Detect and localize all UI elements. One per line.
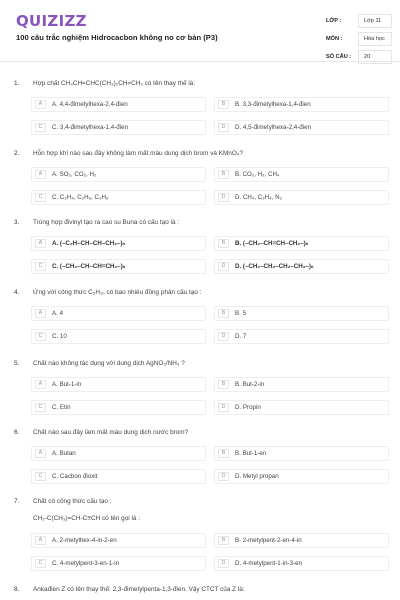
meta-count-value: 20 [358,50,392,64]
option-text: B. (–CH₂–CH=CH–CH₂–)ₙ [235,240,309,247]
option-d[interactable] [214,329,389,344]
question-number: 2. [14,150,20,157]
option-text: A. 2-metylhex-4-in-2-en [52,537,117,544]
option-letter: C [35,403,46,412]
option-c[interactable] [31,329,206,344]
option-a[interactable] [31,377,206,392]
question-number: 7. [14,498,20,505]
option-letter: D [218,559,229,568]
option-letter: B [218,170,229,179]
option-letter: A [35,100,46,109]
question-text: Ankađien Z có tên thay thế: 2,3-đimetylpenta-1,3-đien. Vậy CTCT của Z là: [33,586,245,593]
quiz-title: 100 câu trắc nghiệm Hidrocacbon không no cơ bản (P3) [16,33,218,42]
option-a[interactable] [31,236,206,251]
question-text: Ứng với công thức C₅H₁₀ có bao nhiêu đồng phân cấu tạo : [33,289,202,296]
question-number: 8. [14,586,20,593]
option-text: C. 10 [52,333,67,340]
option-letter: A [35,239,46,248]
question-number: 4. [14,289,20,296]
header-divider [0,61,400,62]
option-a[interactable] [31,97,206,112]
option-letter: C [35,472,46,481]
meta-subject-value: Hóa học [358,32,392,46]
quiz-meta [318,12,392,66]
option-text: D. (–CH₂–CH₂–CH₂–CH₂–)ₙ [235,263,314,270]
option-letter: A [35,449,46,458]
option-letter: D [218,472,229,481]
option-c[interactable] [31,190,206,205]
question-text: Chất nào không tác dụng với dung dịch AgNO₃/NH₃ ? [33,360,185,367]
meta-subject-row [318,30,392,48]
meta-count-label: SỐ CÂU : [326,54,352,60]
option-letter: C [35,262,46,271]
option-text: D. Propin [235,404,261,411]
option-d[interactable] [214,469,389,484]
option-text: C. 3,4-đimetylhexa-1,4-đien [52,124,129,131]
option-text: D. 4-metylpent-1-in-3-en [235,560,303,567]
option-text: B. 3,3-đimetylhexa-1,4-đien [235,101,311,108]
question-text: Chất có công thức cấu tạo : [33,498,112,505]
option-d[interactable] [214,190,389,205]
option-text: C. C₂H₄, C₂H₆, C₃H₈ [52,194,109,201]
option-b[interactable] [214,236,389,251]
option-b[interactable] [214,167,389,182]
option-letter: B [218,536,229,545]
option-b[interactable] [214,97,389,112]
option-d[interactable] [214,120,389,135]
option-text: B. But-1-en [235,450,267,457]
option-a[interactable] [31,306,206,321]
option-text: B. But-2-in [235,381,265,388]
option-a[interactable] [31,167,206,182]
meta-grade-value: Lớp 11 [358,14,392,28]
option-d[interactable] [214,556,389,571]
option-letter: B [218,380,229,389]
option-b[interactable] [214,446,389,461]
option-text: D. Metyl propan [235,473,279,480]
option-text: D. CH₄, C₂H₄, N₂ [235,194,282,201]
option-letter: D [218,193,229,202]
option-a[interactable] [31,533,206,548]
question-number: 5. [14,360,20,367]
option-text: A. Butan [52,450,76,457]
option-b[interactable] [214,377,389,392]
option-text: C. Etin [52,404,71,411]
question-number: 6. [14,429,20,436]
meta-subject-label: MÔN : [326,36,343,42]
option-text: A. 4,4-đimetylhexa-2,4-đien [52,101,128,108]
option-letter: A [35,380,46,389]
option-letter: C [35,559,46,568]
question-text: Trùng hợp đivinyl tạo ra cao su Buna có cấu tạo là : [33,219,180,226]
option-letter: C [35,332,46,341]
question-number: 3. [14,219,20,226]
option-text: B. 2-metylpent-2-en-4-in [235,537,302,544]
option-d[interactable] [214,400,389,415]
option-letter: D [218,262,229,271]
option-text: A. 4 [52,310,64,317]
quizizz-logo: QUIZIZZ [16,12,87,30]
option-text: C. (–CH₂–CH–CH=CH₂–)ₙ [52,263,126,270]
option-letter: B [218,309,229,318]
option-text: B. 5 [235,310,247,317]
option-text: C. 4-metylpent-3-en-1-in [52,560,120,567]
question-text-line-2: CH₂-C(CH₃)=CH-C≡CH có tên gọi là : [33,515,140,522]
option-text: C. Cacbon đioxit [52,473,98,480]
option-letter: C [35,193,46,202]
option-letter: D [218,332,229,341]
option-b[interactable] [214,533,389,548]
option-letter: A [35,536,46,545]
option-text: A. (–C₂H–CH–CH–CH₂–)ₙ [52,240,125,247]
option-text: D. 7 [235,333,247,340]
option-b[interactable] [214,306,389,321]
meta-count-row [318,48,392,66]
option-a[interactable] [31,446,206,461]
option-text: A. But-1-in [52,381,82,388]
option-letter: D [218,123,229,132]
option-letter: B [218,239,229,248]
option-c[interactable] [31,556,206,571]
option-letter: C [35,123,46,132]
option-c[interactable] [31,400,206,415]
question-number: 1. [14,80,20,87]
option-letter: A [35,170,46,179]
option-c[interactable] [31,120,206,135]
option-letter: D [218,403,229,412]
option-c[interactable] [31,259,206,274]
question-text: Hợp chất CH₃CH=CHC(CH₃)₂CH=CH₂ có tên thay thế là: [33,80,196,87]
option-letter: B [218,100,229,109]
question-text: Hỗn hợp khí nào sau đây không làm mất màu dung dịch brom và KMnO₄? [33,150,243,157]
meta-grade-row [318,12,392,30]
option-d[interactable] [214,259,389,274]
option-text: D. 4,5-đimetylhexa-2,4-đien [235,124,312,131]
option-c[interactable] [31,469,206,484]
option-letter: B [218,449,229,458]
option-letter: A [35,309,46,318]
option-text: B. CO₂, H₂, CH₄ [235,171,280,178]
meta-grade-label: LỚP : [326,18,342,24]
question-text: Chất nào sau đây làm mất màu dung dịch nước brom? [33,429,189,436]
option-text: A. SO₂, CO₂, H₂ [52,171,97,178]
